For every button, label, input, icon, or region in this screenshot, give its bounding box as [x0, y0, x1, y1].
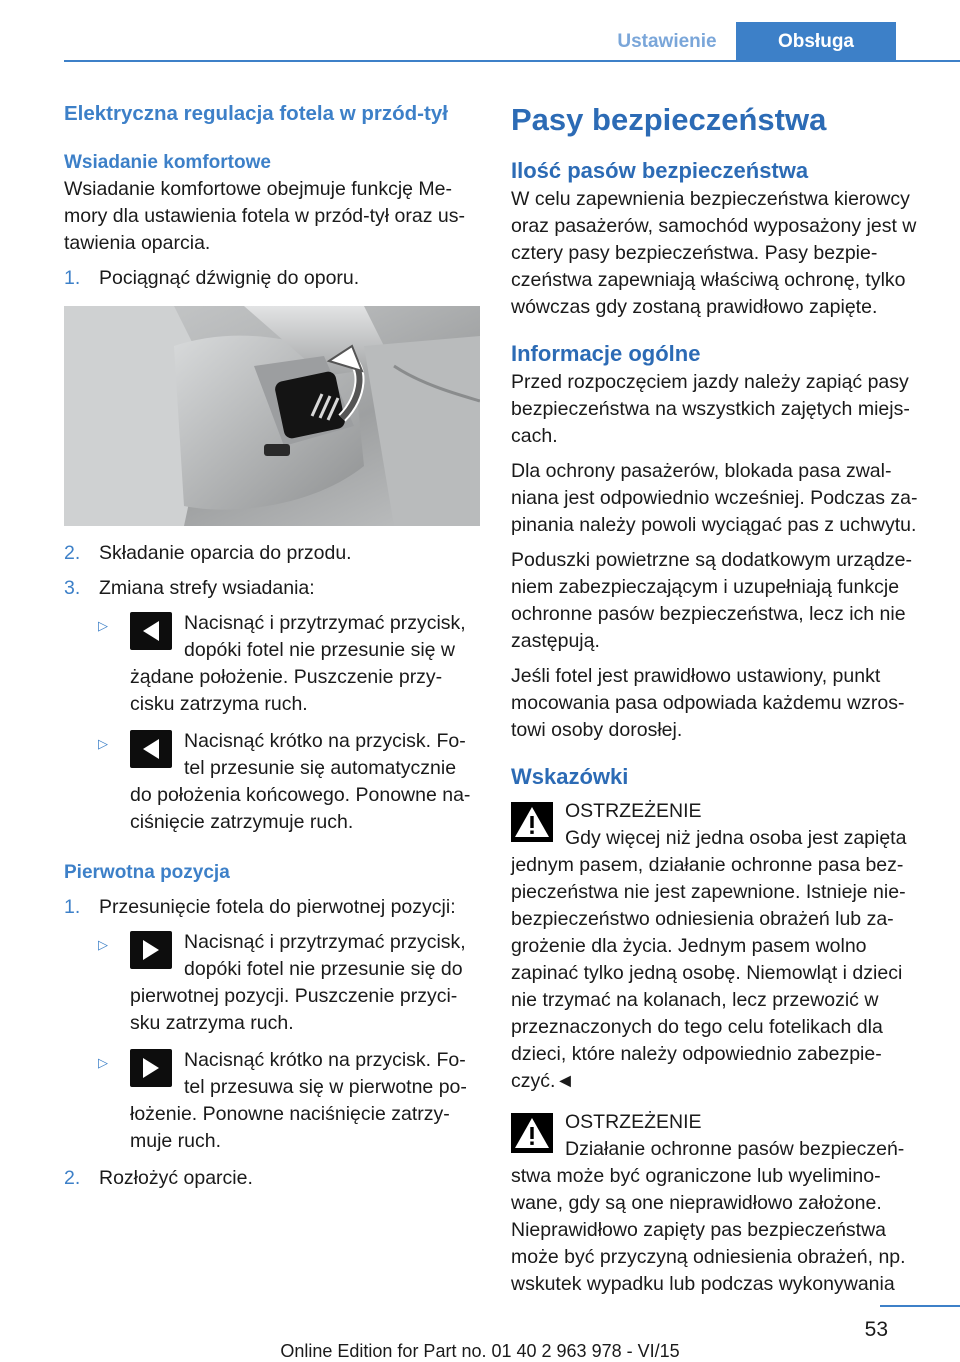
arrow-right-button-icon	[130, 931, 172, 969]
right-column	[511, 100, 931, 1298]
footer-edition: Online Edition for Part no. 01 40 2 963 978 - VI/15	[280, 1341, 680, 1361]
warning-triangle-icon	[511, 802, 553, 842]
header-rule	[64, 60, 960, 62]
list-item	[98, 728, 480, 836]
subheading-original-position: Pierwotna pozycja	[64, 862, 230, 883]
list-item	[64, 1165, 480, 1192]
bullet-text: Nacisnąć i przytrzymać przycisk, dopóki fotel nie przesunie się w żądane położenie. Puszczenie przy-cisku zatrzyma ruch.	[130, 612, 466, 715]
general-info-paragraph: Jeśli fotel jest prawidłowo ustawiony, punkt mocowania pasa odpowiada każdemu wzros-towi osoby dorosłej.	[511, 665, 905, 741]
list-item	[64, 894, 480, 921]
step-text: Pociągnąć dźwignię do oporu.	[99, 267, 360, 289]
step-number: 1.	[64, 267, 81, 289]
bullet-text: Nacisnąć krótko na przycisk. Fo-tel przesunie się automatycznie do położenia końcowego. Ponowne na-ciśnięcie zatrzymuje ruch.	[130, 730, 471, 833]
page-number: 53	[864, 1318, 888, 1341]
list-item	[98, 1047, 480, 1155]
warning-label: OSTRZEŻENIE	[565, 1111, 702, 1133]
step-text: Składanie oparcia do przodu.	[99, 542, 352, 564]
tab-ustawienie[interactable]: Ustawienie	[617, 31, 717, 52]
seat-lever-photo	[64, 306, 480, 526]
heading-belt-count: Ilość pasów bezpieczeństwa	[511, 158, 809, 183]
list-item	[98, 610, 480, 718]
warning-text: Gdy więcej niż jedna osoba jest zapięta jednym pasem, działanie ochronne pasa bez-pieczeństwa nie jest zapewnione. Istnieje nie-bezpieczeństwo odniesienia obrażeń lub za-grożenie dla życia. Jednym pasem wolno zapinać tylko jedną osobę. Niemowląt i dzieci nie trzymać na kolanach, lecz przewozić w przeznaczonych do tego celu fotelikach dla dzieci, które należy odpowiednio zabezpie-czyć.◄	[511, 827, 907, 1092]
section-heading-seat: Elektryczna regulacja fotela w przód-tył	[64, 102, 448, 125]
arrow-left-button-icon	[130, 730, 172, 768]
triangle-bullet-icon: ▷	[98, 618, 108, 633]
heading-general-info: Informacje ogólne	[511, 341, 701, 366]
warning-triangle-icon	[511, 1113, 553, 1153]
tab-obsluga[interactable]: Obsługa	[736, 22, 896, 62]
intro-paragraph: Wsiadanie komfortowe obejmuje funkcję Me-mory dla ustawienia fotela w przód-tył oraz us-tawienia oparcia.	[64, 178, 465, 254]
general-info-paragraph: Przed rozpoczęciem jazdy należy zapiąć pasy bezpieczeństwa na wszystkich zajętych miejs-cach.	[511, 371, 910, 447]
bullet-text: Nacisnąć krótko na przycisk. Fo-tel przesuwa się w pierwotne po-łożenie. Ponowne naciśnięcie zatrzy-muje ruch.	[130, 1049, 467, 1152]
step-number: 1.	[64, 896, 81, 918]
warning-label: OSTRZEŻENIE	[565, 800, 702, 822]
step-text: Przesunięcie fotela do pierwotnej pozycji:	[99, 896, 456, 918]
subheading-comfort-entry: Wsiadanie komfortowe	[64, 152, 271, 173]
list-item	[64, 265, 480, 292]
warning-block	[511, 798, 931, 1095]
heading-notes: Wskazówki	[511, 764, 629, 789]
list-item	[64, 575, 480, 602]
general-info-paragraph: Poduszki powietrzne są dodatkowym urządze-niem zabezpieczającym i uzupełniają funkcje ochronne pasów bezpieczeństwa, lecz ich nie zastępują.	[511, 549, 913, 652]
list-item	[98, 929, 480, 1037]
page-title: Pasy bezpieczeństwa	[511, 102, 827, 137]
belt-count-paragraph: W celu zapewnienia bezpieczeństwa kierowcy oraz pasażerów, samochód wyposażony jest w cztery pasy bezpieczeństwa. Pasy bezpie-czeństwa zapewniają właściwą ochronę, tylko wówczas gdy zostaną prawidłowo zapięte.	[511, 188, 917, 318]
triangle-bullet-icon: ▷	[98, 937, 108, 952]
list-item	[64, 540, 480, 567]
triangle-bullet-icon: ▷	[98, 736, 108, 751]
footer-rule	[880, 1305, 960, 1307]
seat-lever-illustration	[64, 306, 480, 526]
step-text: Zmiana strefy wsiadania:	[99, 577, 315, 599]
warning-text: Działanie ochronne pasów bezpieczeń-stwa może być ograniczone lub wyelimino-wane, gdy są one nieprawidłowo założone. Nieprawidłowo zapięty pas bezpieczeństwa może być przyczyną odniesienia obrażeń, np. wskutek wypadku lub podczas wykonywania	[511, 1138, 906, 1295]
general-info-paragraph: Dla ochrony pasażerów, blokada pasa zwal-niana jest odpowiednio wcześniej. Podczas za-pinania należy powoli wyciągać pas z uchwytu.	[511, 460, 918, 536]
arrow-left-button-icon	[130, 612, 172, 650]
triangle-bullet-icon: ▷	[98, 1055, 108, 1070]
left-column	[64, 100, 480, 1192]
arrow-right-button-icon	[130, 1049, 172, 1087]
step-number: 2.	[64, 1167, 81, 1189]
step-text: Rozłożyć oparcie.	[99, 1167, 253, 1189]
warning-block	[511, 1109, 931, 1298]
step-number: 3.	[64, 577, 81, 599]
bullet-text: Nacisnąć i przytrzymać przycisk, dopóki fotel nie przesunie się do pierwotnej pozycji. Puszczenie przyci-sku zatrzyma ruch.	[130, 931, 466, 1034]
step-number: 2.	[64, 542, 81, 564]
